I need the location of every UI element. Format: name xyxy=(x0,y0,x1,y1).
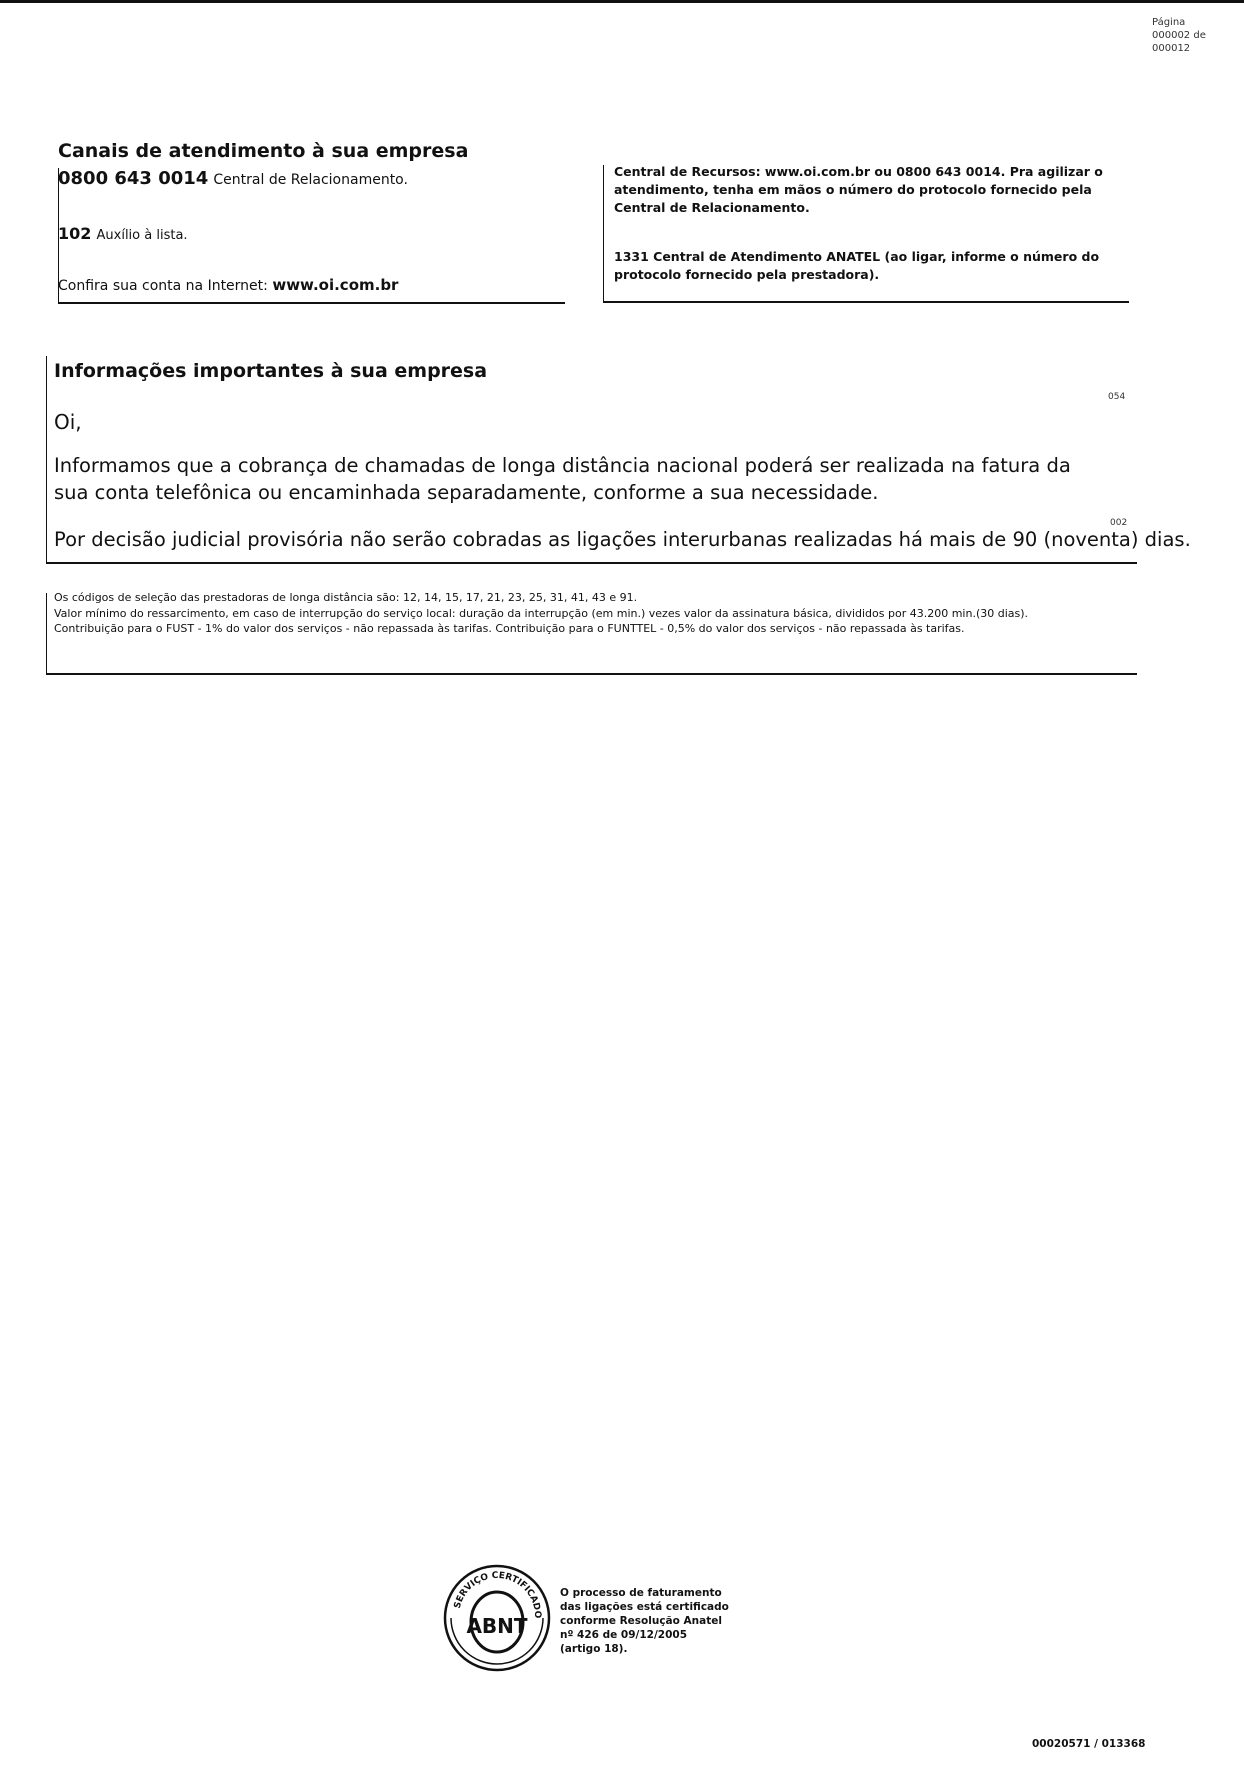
certification-line: nº 426 de 09/12/2005 xyxy=(560,1629,688,1641)
certification-line: (artigo 18). xyxy=(560,1643,628,1655)
certification-line: das ligações está certificado xyxy=(560,1601,729,1613)
phone-description: Central de Relacionamento. xyxy=(213,172,408,188)
message-code-a: 054 xyxy=(1108,392,1126,402)
paragraph-cobranca: Informamos que a cobrança de chamadas de longa distância nacional poderá ser realizada na fatura da sua conta telefônica ou encaminhada separadamente, conforme a sua necessidade. xyxy=(54,454,1071,504)
page-total: 000012 xyxy=(1152,43,1191,54)
phone-number: 0800 643 0014 xyxy=(58,168,209,189)
footer-code: 00020571 / 013368 xyxy=(1032,1738,1146,1750)
small-print-line: Contribuição para o FUST - 1% do valor dos serviços - não repassada às tarifas. Contribuição para o FUNTTEL - 0,5% do valor dos serviços - não repassada às tarifas. xyxy=(54,622,965,635)
informacoes-title: Informações importantes à sua empresa xyxy=(54,360,488,382)
page-label: Página xyxy=(1152,17,1186,28)
seal-top-text: SERVIÇO CERTIFICADO xyxy=(452,1570,543,1619)
page-indicator xyxy=(1152,16,1206,55)
greeting: Oi, xyxy=(54,410,82,434)
canais-title: Canais de atendimento à sua empresa xyxy=(58,140,469,162)
certification-line: conforme Resolução Anatel xyxy=(560,1615,722,1627)
internet-label: Confira sua conta na Internet: xyxy=(58,278,268,294)
certification-line: O processo de faturamento xyxy=(560,1587,722,1599)
aux-description: Auxílio à lista. xyxy=(96,228,188,243)
top-border xyxy=(0,0,1244,3)
aux-number: 102 xyxy=(58,224,92,243)
small-print-line: Valor mínimo do ressarcimento, em caso de interrupção do serviço local: duração da interrupção (em min.) vezes valor da assinatura básica, divididos por 43.200 min.(30 dias). xyxy=(54,606,1029,620)
message-code-b: 002 xyxy=(1110,518,1128,528)
page-current-line xyxy=(1152,29,1206,42)
internet-link[interactable]: www.oi.com.br xyxy=(272,276,399,294)
phone-row xyxy=(58,168,408,189)
aux-row xyxy=(58,224,188,243)
central-recursos-text: Central de Recursos: www.oi.com.br ou 0800 643 0014. Pra agilizar o atendimento, tenha em mãos o número do protocolo fornecido pela Central de Relacionamento. xyxy=(614,164,1103,215)
anatel-text: 1331 Central de Atendimento ANATEL (ao ligar, informe o número do protocolo fornecido pela prestadora). xyxy=(614,249,1100,282)
seal-center-text: ABNT xyxy=(466,1614,528,1638)
small-print xyxy=(54,590,1139,637)
abnt-seal-icon xyxy=(437,1556,557,1676)
certification-text xyxy=(560,1586,729,1656)
internet-row xyxy=(58,276,398,294)
small-print-line: Os códigos de seleção das prestadoras de longa distância são: 12, 14, 15, 17, 21, 23, 25, 31, 41, 43 e 91. xyxy=(54,591,638,604)
paragraph-decisao: Por decisão judicial provisória não serão cobradas as ligações interurbanas realizadas há mais de 90 (noventa) dias. xyxy=(54,528,1191,551)
page-of: de xyxy=(1193,30,1206,41)
page-current: 000002 xyxy=(1152,30,1191,41)
